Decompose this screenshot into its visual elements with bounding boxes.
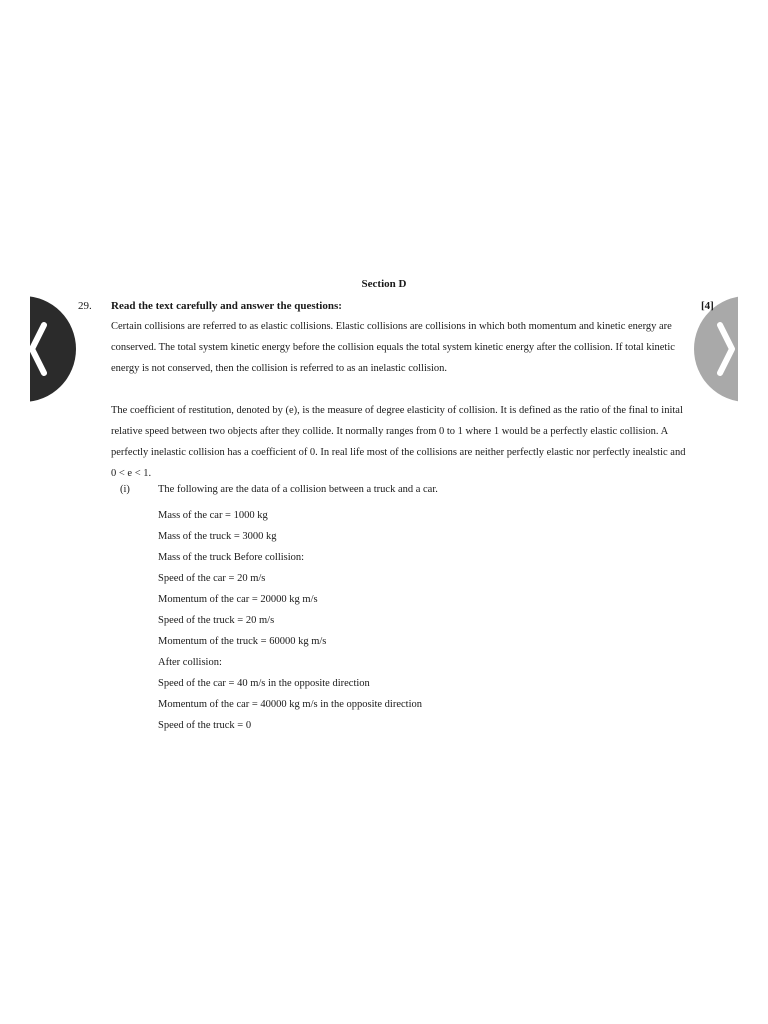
list-item: After collision: [158,657,222,668]
list-item: Mass of the truck Before collision: [158,552,305,563]
subquestion-intro: The following are the data of a collision between a truck and a car. [158,484,438,495]
list-item: Momentum of the car = 20000 kg m/s [158,594,318,605]
chevron-left-icon [30,319,50,379]
question-marks: [4] [701,300,714,312]
previous-page-button[interactable] [30,296,76,402]
collision-data-list [158,505,422,736]
question-heading: Read the text carefully and answer the questions: [111,300,342,312]
chevron-right-icon [716,319,736,379]
section-title: Section D [361,278,407,290]
list-item: Speed of the car = 20 m/s [158,573,266,584]
list-item: Mass of the car = 1000 kg [158,510,268,521]
passage-paragraph-2: The coefficient of restitution, denoted by (e), is the measure of degree elasticity of collision. It is defined as the ratio of the final to inital relative speed between two objects after they collide. It normally ranges from 0 to 1 where 1 would be a perfectly elastic collision. A perfectly inelastic collision has a coefficient of 0. In real life most of the collisions are neither perfectly elastic nor perfectly inealstic and 0 < e < 1. [111,405,686,479]
list-item: Speed of the truck = 0 [158,720,252,731]
list-item: Momentum of the truck = 60000 kg m/s [158,636,327,647]
question-number: 29. [78,300,92,312]
subquestion-number: (i) [120,484,130,495]
list-item: Mass of the truck = 3000 kg [158,531,277,542]
list-item: Speed of the car = 40 m/s in the opposite direction [158,678,370,689]
list-item: Momentum of the car = 40000 kg m/s in the opposite direction [158,699,423,710]
passage-paragraph-1: Certain collisions are referred to as elastic collisions. Elastic collisions are collisions in which both momentum and kinetic energy are conserved. The total system kinetic energy before the collision equals the total system kinetic energy after the collision. If total kinetic energy is not conserved, then the collision is referred to as an inelastic collision. [111,321,675,374]
list-item: Speed of the truck = 20 m/s [158,615,275,626]
